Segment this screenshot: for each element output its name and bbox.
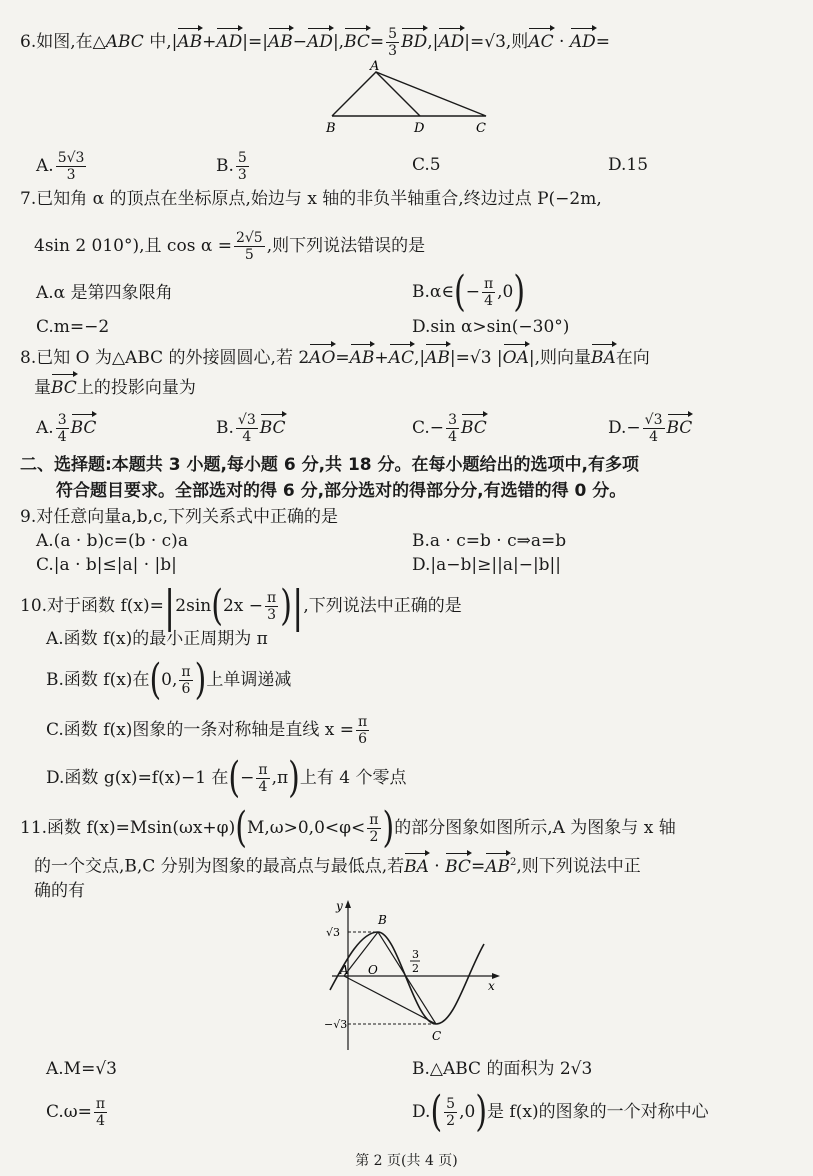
- q9-option-d: D.|a−b|≥||a|−|b||: [412, 555, 562, 575]
- label-c: C: [476, 121, 486, 136]
- label-d: D: [414, 121, 425, 136]
- q7-option-c: C.m=−2: [36, 317, 110, 337]
- q8-stem-line2: 量BC上的投影向量为: [34, 374, 196, 399]
- q11-stem-line2: 的一个交点,B,C 分别为图象的最高点与最低点,若BA · $BC=AB^2$,则下列说法中正: [34, 852, 641, 878]
- q7-option-d: D.sin α>sin(−30°): [412, 317, 570, 337]
- q6-stem: 6.如图,在△ABC 中,|AB+AD|=|AB−AD|,BC= $\frac{5}{3}$ BD,|AD|=√3,则AC · AD=: [20, 26, 610, 59]
- q11-stem-line3: 确的有: [34, 881, 85, 901]
- q11-option-c: C.ω= $\frac{\pi}{4}$: [46, 1096, 106, 1129]
- q6-triangle-figure: [320, 58, 500, 138]
- label-b: B: [326, 121, 336, 136]
- q9-option-c: C.|a · b|≤|a| · |b|: [36, 555, 177, 575]
- q11-option-d: D.( $\frac{5}{2}$ ,0)是 f(x)的图象的一个对称中心: [412, 1087, 709, 1137]
- q10-option-d: D.函数 g(x)=f(x)−1 在(− $\frac{\pi}{4}$ ,π)上有 4 个零点: [46, 753, 407, 803]
- q6-option-d: D.15: [608, 155, 649, 175]
- graph-c-label: C: [432, 1029, 442, 1043]
- q6-option-a: A. $\frac{5√3}{3}$: [36, 150, 85, 183]
- graph-o-label: O: [368, 963, 378, 977]
- q7-stem-line1: 7.已知角 α 的顶点在坐标原点,始边与 x 轴的非负半轴重合,终边过点 P(−2m,: [20, 189, 602, 209]
- graph-a-label: A: [340, 963, 349, 977]
- q7-stem-line2: 4sin 2 010°),且 cos α = $\frac{2√5}{5}$ ,则下列说法错误的是: [34, 230, 426, 263]
- q9-option-a: A.(a · b)c=(b · c)a: [36, 531, 188, 551]
- q11-stem-line1: 11.函数 f(x)=Msin(ωx+φ)(M,ω>0,0<φ< $\frac{\pi}{2}$ )的部分图象如图所示,A 为图象与 x 轴: [20, 803, 676, 853]
- label-a: A: [370, 59, 380, 74]
- q10-option-c: C.函数 f(x)图象的一条对称轴是直线 x = $\frac{\pi}{6}$: [46, 714, 368, 747]
- q7-option-b: B.α∈(− $\frac{\pi}{4}$ ,0): [412, 267, 526, 317]
- q11-sine-graph: [324, 896, 504, 1056]
- graph-y-label: y: [336, 899, 343, 913]
- q8-option-a: A. $\frac{3}{4}$ BC: [36, 412, 97, 445]
- graph-neg-sqrt3-label: −√3: [324, 1018, 348, 1031]
- q10-option-b: B.函数 f(x)在(0, $\frac{\pi}{6}$ )上单调递减: [46, 655, 292, 705]
- section2-heading-line2: 符合题目要求。全部选对的得 6 分,部分选对的得部分分,有选错的得 0 分。: [56, 481, 627, 501]
- graph-three-half-num: 3: [412, 948, 419, 961]
- q7-option-a: A.α 是第四象限角: [36, 283, 173, 303]
- q6-option-b: B. $\frac{5}{3}$: [216, 150, 247, 183]
- q9-stem: 9.对任意向量a,b,c,下列关系式中正确的是: [20, 507, 338, 527]
- q10-stem: 10.对于函数 f(x)=|2sin(2x − $\frac{\pi}{3}$ )|,下列说法中正确的是: [20, 580, 462, 633]
- q8-option-d: D.− $\frac{√3}{4}$ BC: [608, 412, 693, 445]
- q9-option-b: B.a · c=b · c⇒a=b: [412, 531, 567, 551]
- q11-option-b: B.△ABC 的面积为 2√3: [412, 1059, 593, 1079]
- graph-b-label: B: [378, 913, 387, 927]
- q8-stem-line1: 8.已知 O 为△ABC 的外接圆圆心,若 2AO=AB+AC,|AB|=√3 |OA|,则向量BA在向: [20, 344, 650, 369]
- section2-heading-line1: 二、选择题:本题共 3 小题,每小题 6 分,共 18 分。在每小题给出的选项中,有多项: [20, 455, 639, 475]
- q8-option-c: C.− $\frac{3}{4}$ BC: [412, 412, 487, 445]
- graph-x-label: x: [488, 979, 495, 993]
- q8-option-b: B. $\frac{√3}{4}$ BC: [216, 412, 286, 445]
- graph-sqrt3-label: √3: [326, 926, 341, 939]
- q6-option-c: C.5: [412, 155, 441, 175]
- page-footer: 第 2 页(共 4 页): [355, 1153, 458, 1169]
- graph-three-half-den: 2: [412, 962, 419, 975]
- q10-option-a: A.函数 f(x)的最小正周期为 π: [46, 629, 268, 649]
- q11-option-a: A.M=√3: [46, 1059, 117, 1079]
